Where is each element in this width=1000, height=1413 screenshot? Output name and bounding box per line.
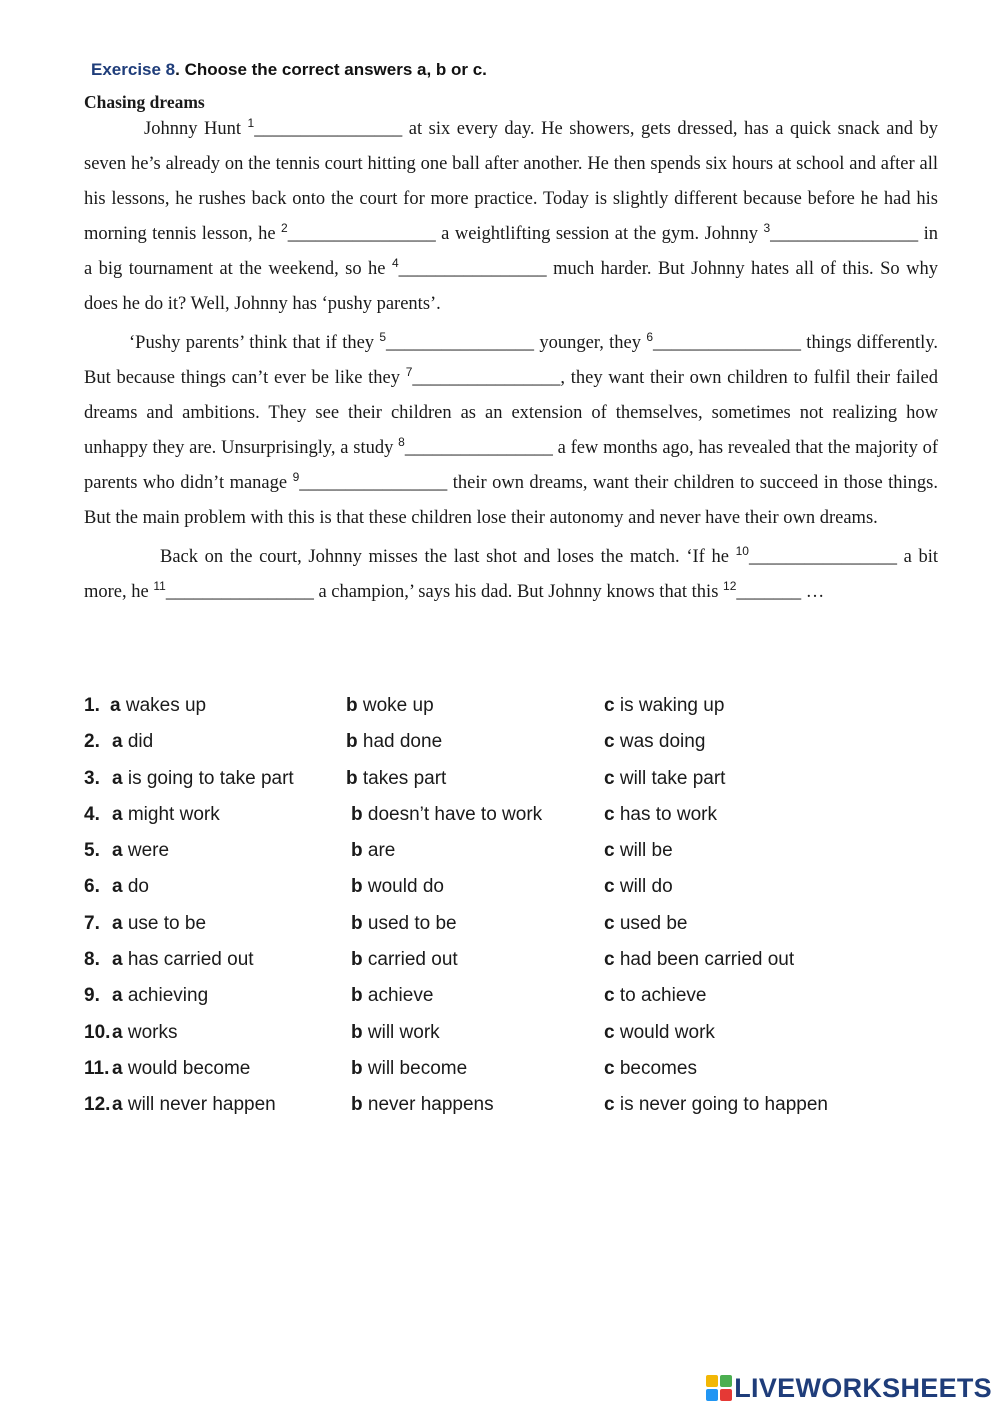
question-number: 11.	[84, 1057, 110, 1079]
gap-10[interactable]: $^{10}$________________	[735, 544, 897, 567]
option-a[interactable]: a were	[112, 840, 170, 862]
option-a[interactable]: a works	[112, 1021, 178, 1043]
exercise-instruction: . Choose the correct answers a, b or c.	[175, 60, 487, 79]
liveworksheets-logo-icon	[706, 1375, 732, 1401]
paragraph-2: ‘Pushy parents’ think that if they $^5$________________ younger, they $^6$________________ things differently. But because things can’t ever be like they $^7$________________, they want their own children to fulfil their failed dreams and ambitions. They see their children as an extension of themselves, sometimes not realizing how unhappy they are. Unsurprisingly, a study $^8$________________ a few months ago, has revealed that the majority of parents who didn’t manage $^9$________________ their own dreams, want their children to succeed in those things. But the main problem with this is that these children lose their autonomy and never have their own dreams.	[84, 330, 939, 528]
gap-3[interactable]: $^3$________________	[763, 221, 919, 244]
option-b[interactable]: b would do	[351, 876, 444, 898]
option-b[interactable]: b will work	[351, 1021, 440, 1043]
option-a[interactable]: a achieving	[112, 985, 209, 1007]
exercise-label: Exercise 8	[91, 60, 176, 79]
option-c[interactable]: c is never going to happen	[604, 1094, 828, 1116]
question-number: 2.	[84, 731, 100, 753]
option-b[interactable]: b carried out	[351, 949, 458, 971]
gap-8[interactable]: $^8$________________	[398, 435, 553, 458]
option-b[interactable]: b achieve	[351, 985, 434, 1007]
question-number: 7.	[84, 912, 100, 934]
paragraph-3: Back on the court, Johnny misses the last shot and loses the match. ‘If he $^{10}$________________ a bit more, he $^{11}$________________ a champion,’ says his dad. But Johnny knows that this $^{12}$_______ …	[84, 544, 938, 602]
gap-7[interactable]: $^7$________________	[405, 365, 561, 388]
option-a[interactable]: a might work	[112, 803, 220, 825]
exercise-heading	[91, 60, 487, 80]
option-a[interactable]: a will never happen	[112, 1094, 276, 1116]
question-number: 1.	[84, 695, 100, 716]
option-c[interactable]: c was doing	[604, 731, 706, 753]
option-c[interactable]: c becomes	[604, 1057, 697, 1079]
question-number: 10.	[84, 1021, 111, 1043]
gap-5[interactable]: $^5$________________	[379, 330, 535, 353]
option-a[interactable]: a would become	[112, 1057, 251, 1079]
option-c[interactable]: c has to work	[604, 803, 718, 825]
option-b[interactable]: b doesn’t have to work	[351, 803, 543, 825]
passage-title: Chasing dreams	[84, 92, 205, 112]
gap-11[interactable]: $^{11}$________________	[153, 579, 314, 602]
option-c[interactable]: c to achieve	[604, 985, 707, 1007]
option-a[interactable]: a did	[112, 731, 154, 753]
option-a[interactable]: a use to be	[112, 912, 207, 934]
question-number: 9.	[84, 985, 100, 1007]
option-c[interactable]: c will do	[604, 876, 673, 898]
option-b[interactable]: b woke up	[346, 695, 434, 716]
option-b[interactable]: b had done	[346, 731, 443, 753]
option-b[interactable]: b used to be	[351, 912, 457, 934]
gap-1[interactable]: $^1$________________	[247, 116, 403, 139]
question-number: 5.	[84, 840, 100, 862]
reading-passage	[84, 112, 938, 610]
option-a[interactable]: a is going to take part	[112, 767, 294, 789]
gap-2[interactable]: $^2$________________	[281, 221, 436, 244]
option-b[interactable]: b will become	[351, 1057, 468, 1079]
option-c[interactable]: c will take part	[604, 767, 726, 789]
paragraph-1: Johnny Hunt $^1$________________ at six every day. He showers, gets dressed, has a quick snack and by seven he’s already on the tennis court hitting one ball after another. He then spends six hours at school and after all his lessons, he rushes back onto the court for more practice. Today is slightly different because before he had his morning tennis lesson, he $^2$________________ a weightlifting session at the gym. Johnny $^3$________________ in a big tournament at the weekend, so he $^4$________________ much harder. But Johnny hates all of this. So why does he do it? Well, Johnny has ‘pushy parents’.	[84, 116, 939, 314]
question-number: 4.	[84, 803, 100, 825]
gap-9[interactable]: $^9$________________	[292, 470, 448, 493]
option-a[interactable]: a wakes up	[110, 695, 207, 716]
question-number: 8.	[84, 949, 100, 971]
option-c[interactable]: c used be	[604, 912, 688, 934]
gap-6[interactable]: $^6$________________	[646, 330, 801, 353]
option-c[interactable]: c had been carried out	[604, 949, 795, 971]
gap-12[interactable]: $^{12}$_______	[723, 579, 802, 602]
option-a[interactable]: a has carried out	[112, 949, 254, 971]
question-number: 3.	[84, 767, 100, 789]
brand-text: LIVEWORKSHEETS	[734, 1372, 992, 1403]
option-a[interactable]: a do	[112, 876, 149, 898]
option-c[interactable]: c would work	[604, 1021, 715, 1043]
option-b[interactable]: b never happens	[351, 1094, 494, 1116]
option-b[interactable]: b are	[351, 840, 396, 862]
question-number: 12.	[84, 1094, 111, 1116]
gap-4[interactable]: $^4$________________	[391, 256, 547, 279]
question-number: 6.	[84, 876, 100, 898]
option-c[interactable]: c is waking up	[604, 695, 725, 716]
option-b[interactable]: b takes part	[346, 767, 447, 789]
option-c[interactable]: c will be	[604, 840, 673, 862]
liveworksheets-brand[interactable]	[706, 1373, 992, 1403]
